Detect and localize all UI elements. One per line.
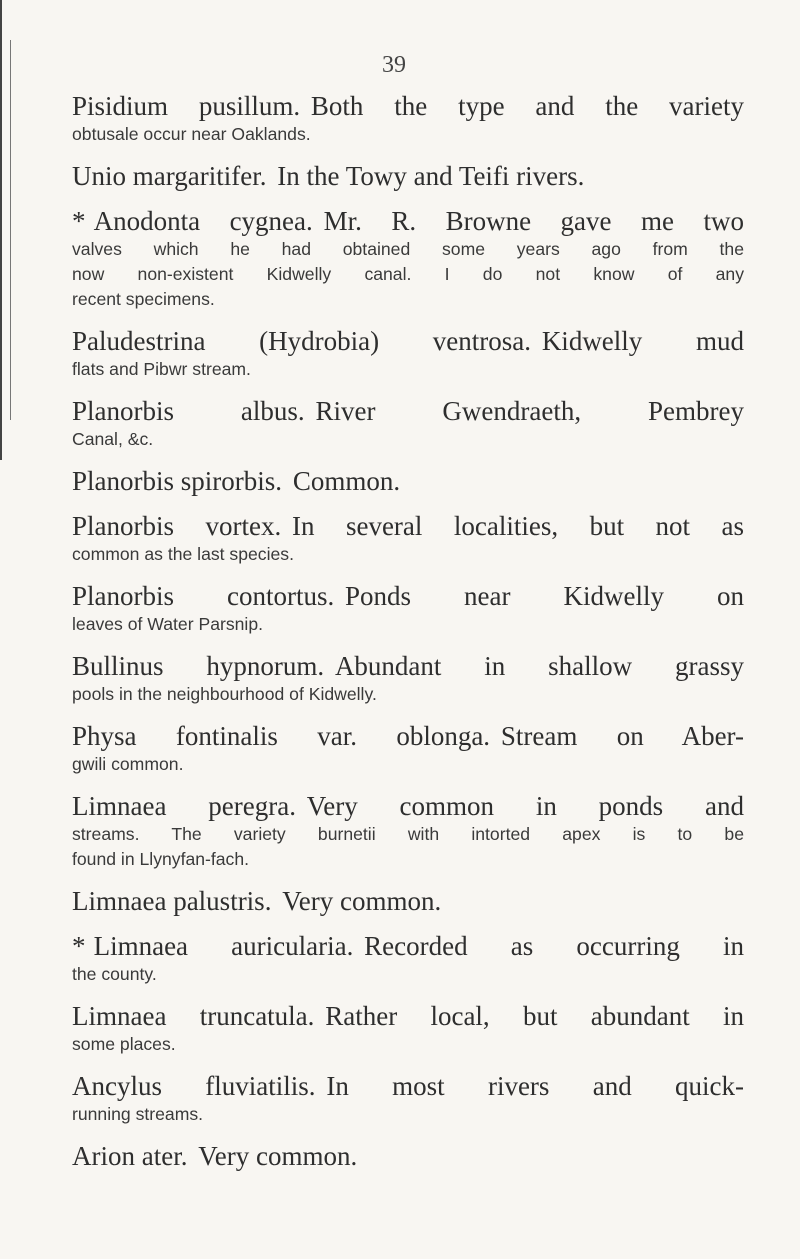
species-entry <box>72 466 744 496</box>
species-entry <box>72 91 744 146</box>
entry-description-start: Abundant in shallow grassy <box>334 651 745 681</box>
entry-description-start: In most rivers and quick- <box>326 1071 745 1101</box>
entry-continuation-line: streams. The variety burnetii with intorted apex is to be <box>72 824 744 844</box>
species-entry <box>72 581 744 636</box>
entry-description-start: Very common in ponds and <box>306 791 744 821</box>
entry-continuation-line: Canal, &c. <box>72 429 154 449</box>
entry-continuation-line: found in Llynyfan-fach. <box>72 849 250 869</box>
entry-continuation-line: some places. <box>72 1034 176 1054</box>
entry-description-start: Very common. <box>282 886 442 916</box>
species-entry <box>72 651 744 706</box>
entry-continuation-line: gwili common. <box>72 754 184 774</box>
species-entry <box>72 206 744 311</box>
species-name: Limnaea truncatula. <box>72 1001 315 1031</box>
entry-first-line <box>72 1141 744 1171</box>
entry-first-line <box>72 886 744 916</box>
species-name: Limnaea peregra. <box>72 791 296 821</box>
entry-description-start: Both the type and the variety <box>310 91 744 121</box>
species-name: Physa fontinalis var. oblonga. <box>72 721 491 751</box>
species-name: Planorbis spirorbis. <box>72 466 283 496</box>
species-entry <box>72 1141 744 1171</box>
species-name: Unio margaritifer. <box>72 161 267 191</box>
species-entry <box>72 161 744 191</box>
entry-continuation-line: running streams. <box>72 1104 204 1124</box>
entry-description-start: Ponds near Kidwelly on <box>345 581 744 611</box>
species-name: Pisidium pusillum. <box>72 91 301 121</box>
entry-first-line <box>72 396 744 426</box>
entry-first-line <box>72 1071 744 1101</box>
species-entry <box>72 886 744 916</box>
species-name: Planorbis vortex. <box>72 511 282 541</box>
species-entry <box>72 791 744 871</box>
entry-description-start: River Gwendraeth, Pembrey <box>315 396 745 426</box>
entry-first-line <box>72 326 744 356</box>
asterisk-mark: * <box>72 206 86 236</box>
book-spine-edge <box>0 0 18 460</box>
entry-continuation-line: flats and Pibwr stream. <box>72 359 251 379</box>
entry-first-line <box>72 931 744 961</box>
entry-description-start: Very common. <box>198 1141 358 1171</box>
entry-description-start: Common. <box>292 466 401 496</box>
species-name: Anodonta cygnea. <box>93 206 313 236</box>
species-name: Planorbis contortus. <box>72 581 335 611</box>
species-name: Ancylus fluviatilis. <box>72 1071 316 1101</box>
species-entry <box>72 1071 744 1126</box>
species-name: Limnaea auricularia. <box>93 931 354 961</box>
entry-first-line <box>72 1001 744 1031</box>
entry-continuation-line: pools in the neighbourhood of Kidwelly. <box>72 684 377 704</box>
entry-continuation-line: obtusale occur near Oaklands. <box>72 124 311 144</box>
entry-first-line <box>72 721 744 751</box>
page-number: 39 <box>382 52 406 78</box>
species-name: Limnaea palustris. <box>72 886 272 916</box>
species-name: Arion ater. <box>72 1141 188 1171</box>
entry-description-start: Mr. R. Browne gave me two <box>323 206 745 236</box>
species-entry <box>72 326 744 381</box>
entry-first-line <box>72 791 744 821</box>
entry-first-line <box>72 91 744 121</box>
species-entry <box>72 1001 744 1056</box>
species-name: Paludestrina (Hydrobia) ventrosa. <box>72 326 532 356</box>
entry-continuation-line: recent specimens. <box>72 289 215 309</box>
entry-description-start: Stream on Aber- <box>500 721 744 751</box>
species-entry <box>72 396 744 451</box>
entry-continuation-line: the county. <box>72 964 157 984</box>
entry-description-start: Recorded as occurring in <box>364 931 744 961</box>
entry-first-line <box>72 161 744 191</box>
species-entry <box>72 511 744 566</box>
entry-description-start: Rather local, but abundant in <box>325 1001 744 1031</box>
entry-description-start: In several localities, but not as <box>292 511 744 541</box>
entry-first-line <box>72 581 744 611</box>
entry-continuation-line: common as the last species. <box>72 544 294 564</box>
entry-first-line <box>72 651 744 681</box>
species-entry <box>72 721 744 776</box>
entry-description-start: In the Towy and Teifi rivers. <box>277 161 585 191</box>
entry-description-start: Kidwelly mud <box>541 326 744 356</box>
species-list <box>72 91 744 1186</box>
entry-first-line <box>72 466 744 496</box>
entry-continuation-line: valves which he had obtained some years ago from the <box>72 239 744 259</box>
species-entry <box>72 931 744 986</box>
entry-first-line <box>72 206 744 236</box>
species-name: Bullinus hypnorum. <box>72 651 325 681</box>
entry-continuation-line: leaves of Water Parsnip. <box>72 614 264 634</box>
entry-first-line <box>72 511 744 541</box>
entry-continuation-line: now non-existent Kidwelly canal. I do not know of any <box>72 264 744 284</box>
species-name: Planorbis albus. <box>72 396 305 426</box>
asterisk-mark: * <box>72 931 86 961</box>
